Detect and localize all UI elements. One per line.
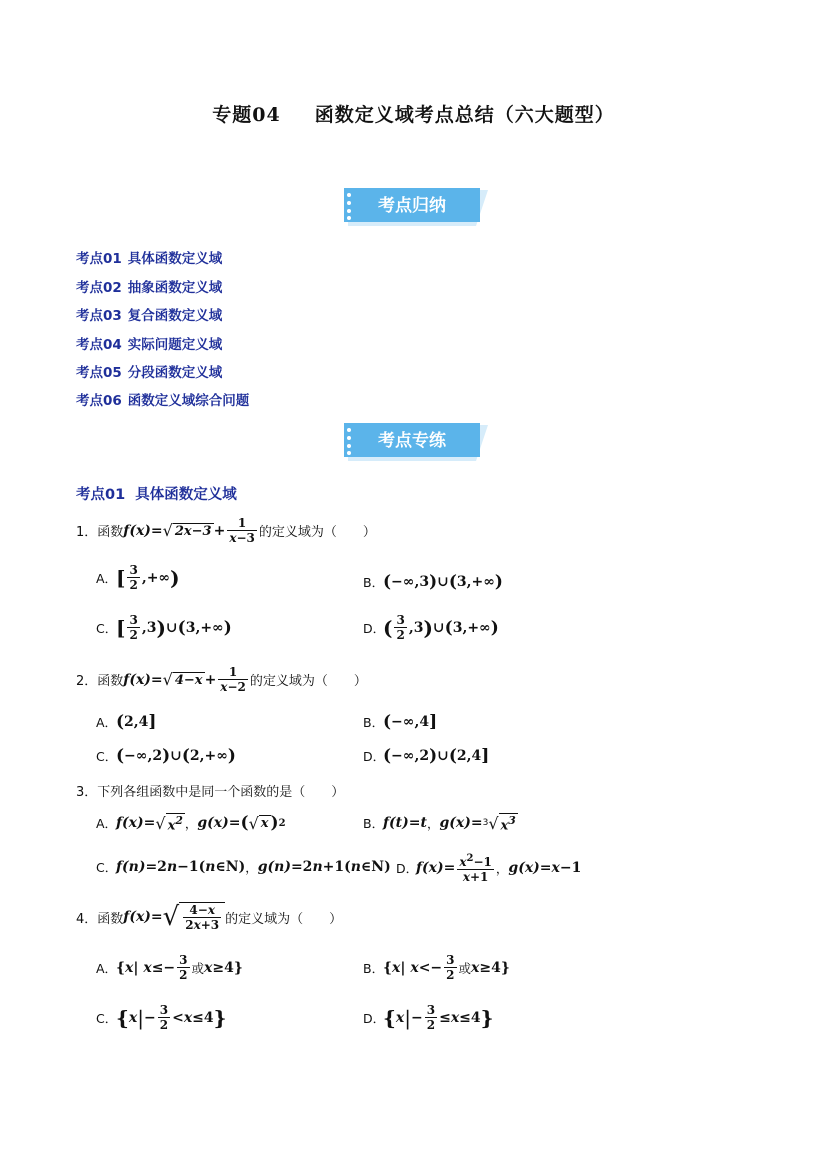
section-num: 考点01 [76, 487, 126, 503]
summary-banner-text: 考点归纳 [378, 196, 446, 216]
option-label: C． [96, 749, 118, 764]
question-number: 3． [76, 785, 98, 800]
toc-text: 分段函数定义域 [127, 365, 223, 381]
option-label: B． [363, 816, 385, 832]
option-label: A． [96, 570, 118, 586]
toc-num: 考点04 [76, 337, 122, 353]
page-title [0, 100, 827, 127]
toc-text: 实际问题定义域 [127, 337, 223, 353]
option-c[interactable]: C． ( −∞,2 ) ∪ ( 2,+∞ ) [96, 746, 236, 766]
question-2: 2． 函数 f(x) = √ 4−x + $\frac{1}{x-2}$ 的定义域为（ ） [76, 665, 367, 694]
option-d[interactable]: D． f(x) = $\frac{x^2-1}{x+1}$ ， g(x) = x −1 [396, 853, 582, 884]
option-label: D． [363, 1010, 386, 1026]
question-1: 1． 函数 f(x) = √ 2x−3 + $\frac{1}{x-3}$ 的定义域为（ ） [76, 516, 376, 545]
question-tail: 的定义域为（ ） [249, 674, 367, 689]
title-main: 函数定义域考点总结（六大题型） [314, 104, 615, 126]
option-c[interactable]: C． f(n) =2 n −1( n ∈N) ， g(n) =2 n +1( n ∈N) [96, 859, 391, 875]
question-lead: 函数 [97, 525, 124, 540]
section-heading [76, 483, 237, 504]
option-label: C． [96, 1010, 118, 1026]
title-prefix: 专题04 [212, 104, 281, 126]
option-b[interactable]: B． { x | x <− $\frac{3}{2}$ 或 x ≥4} [363, 953, 510, 982]
option-b[interactable]: B． f(t) = t ， g(x) = 3 √ $x^3$ [363, 813, 516, 834]
question-lead: 函数 [97, 674, 124, 689]
toc-item [76, 276, 222, 296]
toc-num: 考点01 [76, 251, 122, 267]
toc-num: 考点03 [76, 308, 122, 324]
option-label: D． [363, 620, 386, 636]
question-number: 4． [76, 911, 98, 927]
option-label: D． [363, 749, 386, 764]
question-number: 1． [76, 525, 98, 540]
option-d[interactable]: D． { x | − $\frac{3}{2}$ ≤ x ≤4 } [363, 1003, 494, 1032]
toc-text: 复合函数定义域 [127, 308, 223, 324]
option-label: D． [396, 861, 419, 876]
toc-num: 考点05 [76, 365, 122, 381]
option-a[interactable]: A． ( 2,4 ] [96, 712, 157, 732]
option-label: B． [363, 575, 385, 590]
question-tail: 的定义域为（ ） [225, 911, 343, 927]
section-text: 具体函数定义域 [135, 487, 237, 503]
question-tail: 的定义域为（ ） [258, 525, 376, 540]
toc-text: 函数定义域综合问题 [127, 393, 250, 409]
toc-item [76, 304, 222, 324]
option-label: A． [96, 715, 118, 730]
question-lead: 函数 [97, 911, 124, 927]
toc-text: 抽象函数定义域 [127, 280, 223, 296]
question-3 [76, 781, 344, 800]
toc-item [76, 361, 222, 381]
question-text: 下列各组函数中是同一个函数的是（ ） [97, 785, 345, 800]
option-c[interactable]: C． [ $\frac{3}{2}$ ,3 ) ∪ ( 3,+∞ ) [96, 613, 232, 642]
option-b[interactable]: B． ( −∞,3 ) ∪ ( 3,+∞ ) [363, 572, 503, 592]
toc-item [76, 389, 249, 409]
or-text: 或 [458, 960, 472, 976]
or-text: 或 [191, 960, 205, 976]
toc-text: 具体函数定义域 [127, 251, 223, 267]
formula: f(x) [123, 522, 151, 539]
question-4: 4． 函数 f(x) = √ $\frac{4-x}{2x+3}$ 的定义域为（ ） [76, 902, 343, 932]
option-label: A． [96, 960, 118, 976]
toc-num: 考点02 [76, 280, 122, 296]
option-d[interactable]: D． ( $\frac{3}{2}$ ,3 ) ∪ ( 3,+∞ ) [363, 613, 499, 642]
option-a[interactable]: A． { x | x ≤− $\frac{3}{2}$ 或 x ≥4} [96, 953, 243, 982]
summary-banner [340, 186, 488, 230]
option-label: B． [363, 715, 385, 730]
toc-num: 考点06 [76, 393, 122, 409]
practice-banner [340, 421, 488, 465]
option-c[interactable]: C． { x | − $\frac{3}{2}$ < x ≤4 } [96, 1003, 227, 1032]
toc-item [76, 247, 222, 267]
question-number: 2． [76, 674, 98, 689]
option-label: C． [96, 860, 118, 875]
option-label: B． [363, 960, 385, 976]
option-label: A． [96, 816, 118, 832]
option-label: C． [96, 620, 118, 636]
option-b[interactable]: B． ( −∞,4 ] [363, 712, 438, 732]
option-a[interactable]: A． f(x) = √ $x^2$ ， g(x) = ( √ x ) 2 [96, 813, 286, 834]
fraction: $\frac{1}{x-3}$ [229, 516, 255, 545]
option-a[interactable]: A． [ $\frac{3}{2}$ ,+∞ ) [96, 563, 180, 592]
toc-item [76, 333, 222, 353]
option-d[interactable]: D． ( −∞,2 ) ∪ ( 2,4 ] [363, 746, 490, 766]
practice-banner-text: 考点专练 [378, 431, 446, 451]
